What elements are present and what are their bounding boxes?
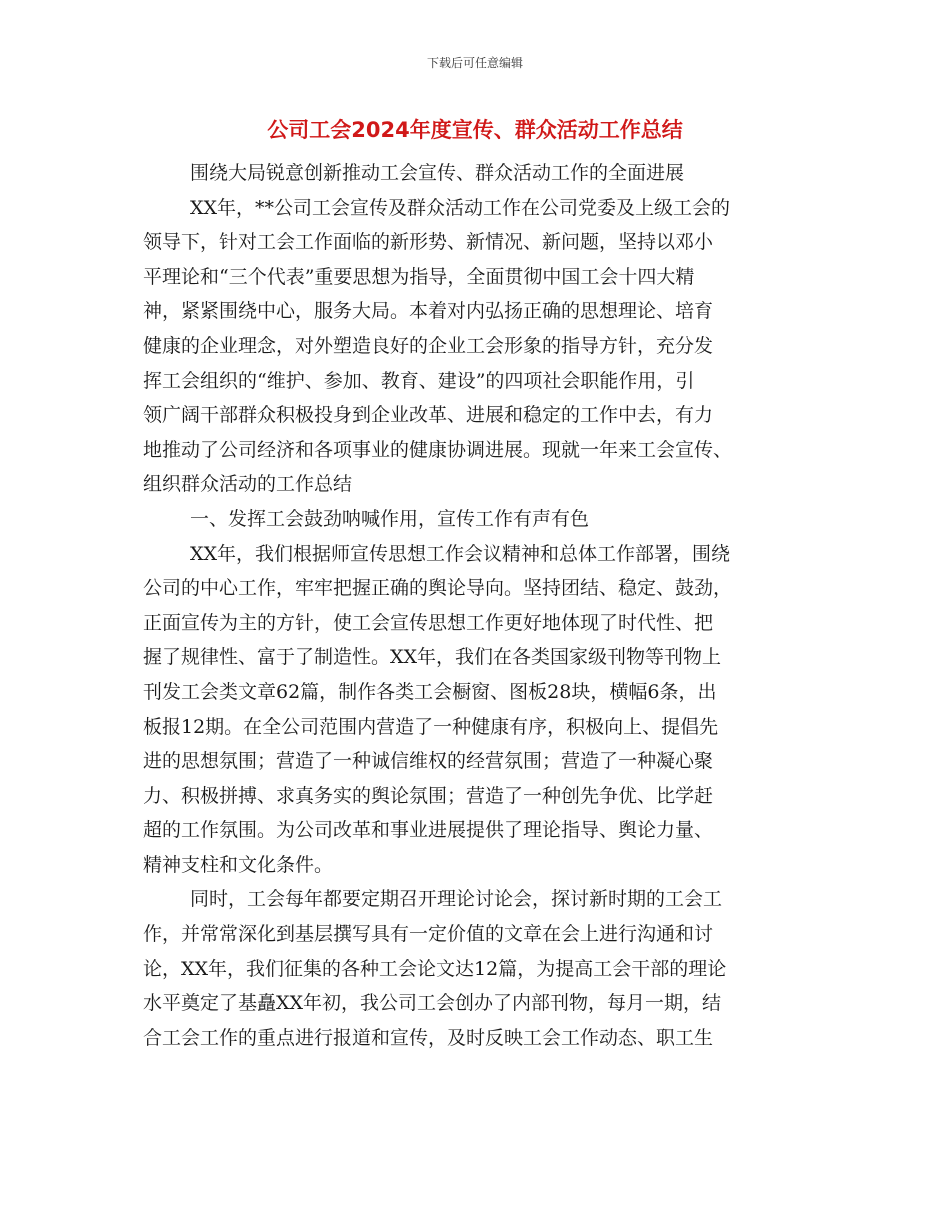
text-line: 力、积极拼搏、求真务实的舆论氛围；营造了一种创先争优、比学赶 [143,784,714,807]
text-line: 超的工作氛围。为公司改革和事业进展提供了理论指导、舆论力量、 [143,819,714,842]
text-line: 围绕大局锐意创新推动工会宣传、群众活动工作的全面进展 [190,162,685,184]
document-title: 公司工会2024年度宣传、群众活动工作总结 [267,118,683,142]
text-line: 健康的企业理念，对外塑造良好的企业工会形象的指导方针，充分发 [143,334,714,357]
text-line: 领广阔干部群众积极投身到企业改革、进展和稳定的工作中去，有力 [143,404,714,427]
text-line: 握了规律性、富于了制造性。XX年，我们在各类国家级刊物等刊物上 [143,646,722,669]
text-line: 刊发工会类文章62篇，制作各类工会橱窗、图板28块，横幅6条，出 [143,680,717,703]
text-line: 领导下，针对工会工作面临的新形势、新情况、新问题，坚持以邓小 [143,231,714,254]
text-line: 正面宣传为主的方针，使工会宣传思想工作更好地体现了时代性、把 [143,611,714,634]
header-note: 下载后可任意编辑 [426,56,523,70]
text-line: 进的思想氛围；营造了一种诚信维权的经营氛围；营造了一种凝心聚 [143,750,714,773]
text-line: 论，XX年，我们征集的各种工会论文达12篇，为提高工会干部的理论 [143,957,727,980]
text-line: 组织群众活动的工作总结 [143,473,353,496]
text-line: 同时，工会每年都要定期召开理论讨论会，探讨新时期的工会工 [190,888,723,911]
text-line: XX年，我们根据师宣传思想工作会议精神和总体工作部署，围绕 [190,542,731,565]
text-line: 一、发挥工会鼓劲呐喊作用，宣传工作有声有色 [190,507,590,530]
text-line: 合工会工作的重点进行报道和宣传，及时反映工会工作动态、职工生 [143,1026,714,1049]
text-line: 水平奠定了基矗XX年初，我公司工会创办了内部刊物，每月一期，结 [143,992,722,1015]
text-line: 平理论和“三个代表”重要思想为指导，全面贯彻中国工会十四大精 [143,265,695,288]
text-line: 挥工会组织的“维护、参加、教育、建设”的四项社会职能作用，引 [143,369,695,392]
text-line: 板报12期。在全公司范围内营造了一种健康有序，积极向上、提倡先 [143,715,719,738]
text-line: 地推动了公司经济和各项事业的健康协调进展。现就一年来工会宣传、 [143,438,733,461]
text-line: 公司的中心工作，牢牢把握正确的舆论导向。坚持团结、稳定、鼓劲， [143,577,733,600]
text-line: 神，紧紧围绕中心，服务大局。本着对内弘扬正确的思想理论、培育 [143,300,714,323]
document-body [143,156,808,1055]
text-line: XX年，**公司工会宣传及群众活动工作在公司党委及上级工会的 [190,196,731,219]
text-line: 作，并常常深化到基层撰写具有一定价值的文章在会上进行沟通和讨 [143,923,714,946]
text-line: 精神支柱和文化条件。 [143,853,334,876]
